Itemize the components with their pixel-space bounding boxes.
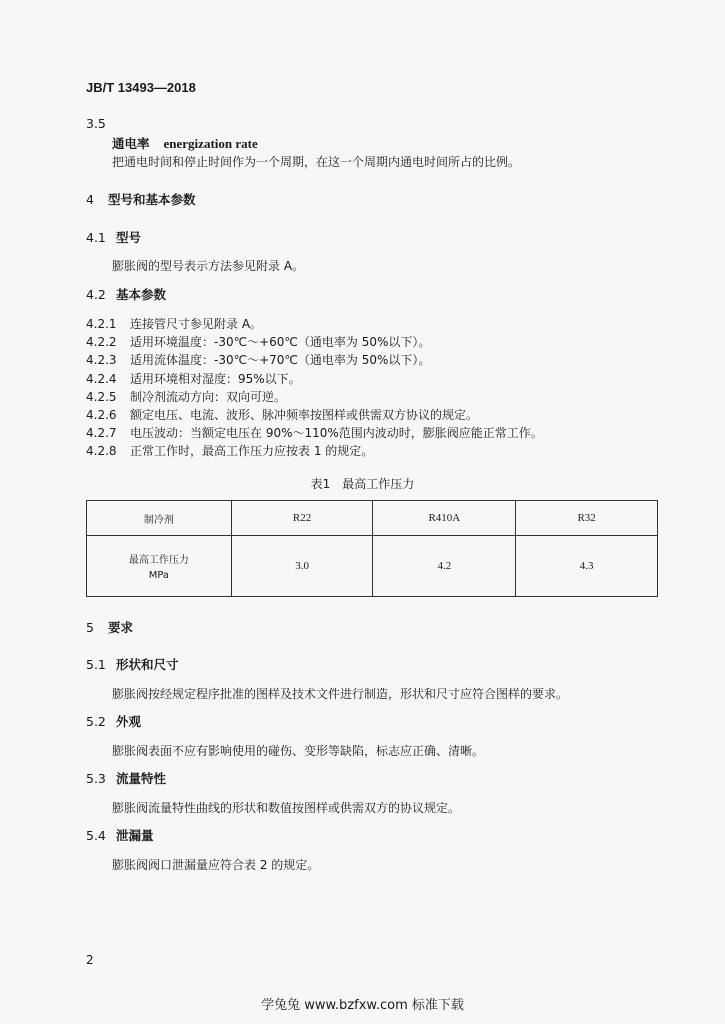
item-number: 4.2.6 xyxy=(86,408,117,423)
table-row xyxy=(87,536,658,597)
table-cell: 3.0 xyxy=(231,536,373,597)
chapter-5-heading xyxy=(86,620,133,636)
table-row-label xyxy=(87,536,232,597)
clause-5-3-number: 5.3 xyxy=(86,771,106,786)
clause-3-5-definition: 把通电时间和停止时间作为一个周期，在这一个周期内通电时间所占的比例。 xyxy=(112,155,521,169)
item-text: 额定电压、电流、波形、脉冲频率按图样或供需双方协议的规定。 xyxy=(130,408,479,423)
clause-4-2-title: 基本参数 xyxy=(116,287,167,302)
list-item xyxy=(86,333,543,351)
list-item xyxy=(86,351,543,369)
clause-5-2-title: 外观 xyxy=(116,714,142,729)
table-header-cell: R410A xyxy=(373,501,516,536)
list-item xyxy=(86,442,543,460)
list-item xyxy=(86,388,543,406)
table-1 xyxy=(86,500,658,597)
list-item xyxy=(86,424,543,442)
clause-4-2-number: 4.2 xyxy=(86,287,106,302)
item-text: 适用环境温度：-30℃～+60℃（通电率为 50%以下）。 xyxy=(130,335,431,350)
item-text: 制冷剂流动方向：双向可逆。 xyxy=(130,389,287,404)
clause-5-3-body: 膨胀阀流量特性曲线的形状和数值按图样或供需双方的协议规定。 xyxy=(112,801,461,815)
clause-5-1-title: 形状和尺寸 xyxy=(116,657,179,672)
clause-5-1-heading xyxy=(86,657,179,673)
item-text: 适用流体温度：-30℃～+70℃（通电率为 50%以下）。 xyxy=(130,353,431,368)
clause-5-4-number: 5.4 xyxy=(86,828,106,843)
table-header-cell: 制冷剂 xyxy=(87,501,232,536)
table-1-caption: 表1 最高工作压力 xyxy=(310,477,415,491)
item-number: 4.2.1 xyxy=(86,317,117,331)
clause-5-3-heading xyxy=(86,771,166,787)
item-number: 4.2.8 xyxy=(86,444,117,459)
clause-3-5-term xyxy=(112,136,258,152)
clause-5-4-body: 膨胀阀阀口泄漏量应符合表 2 的规定。 xyxy=(112,858,320,872)
row-label-line: 最高工作压力 xyxy=(128,555,189,566)
list-item xyxy=(86,406,543,424)
table-header-cell: R22 xyxy=(231,501,373,536)
clause-4-2-heading xyxy=(86,287,166,303)
clause-5-4-heading xyxy=(86,828,154,844)
chapter-5-title: 要求 xyxy=(108,620,134,635)
item-number: 4.2.2 xyxy=(86,335,117,350)
term-en: energization rate xyxy=(163,136,258,151)
chapter-4-heading xyxy=(86,192,196,208)
table-cell: 4.3 xyxy=(516,536,658,597)
item-text: 电压波动：当额定电压在 90%～110%范围内波动时，膨胀阀应能正常工作。 xyxy=(130,426,543,441)
item-number: 4.2.3 xyxy=(86,353,117,368)
term-zh: 通电率 xyxy=(112,136,150,151)
chapter-5-number: 5 xyxy=(86,620,94,635)
watermark-footer: 学兔兔 www.bzfxw.com 标准下载 xyxy=(261,998,464,1013)
item-text: 正常工作时，最高工作压力应按表 1 的规定。 xyxy=(130,444,374,459)
list-item xyxy=(86,370,543,388)
chapter-4-title: 型号和基本参数 xyxy=(108,192,196,207)
clause-4-1-title: 型号 xyxy=(116,230,142,245)
clause-5-2-body: 膨胀阀表面不应有影响使用的碰伤、变形等缺陷，标志应正确、清晰。 xyxy=(112,744,485,758)
clause-4-1-number: 4.1 xyxy=(86,230,106,245)
table-cell: 4.2 xyxy=(373,536,516,597)
clause-5-3-title: 流量特性 xyxy=(116,771,167,786)
page-header: JB/T 13493—2018 xyxy=(86,80,196,95)
clause-5-4-title: 泄漏量 xyxy=(116,828,154,843)
item-text: 适用环境相对湿度：95%以下。 xyxy=(130,371,301,386)
clause-3-5-number: 3.5 xyxy=(86,116,106,131)
clause-5-2-number: 5.2 xyxy=(86,714,106,729)
table-header-row xyxy=(87,501,658,536)
item-number: 4.2.4 xyxy=(86,371,117,386)
item-number: 4.2.7 xyxy=(86,426,117,441)
list-item xyxy=(86,315,543,333)
clause-5-1-body: 膨胀阀按经规定程序批准的图样及技术文件进行制造，形状和尺寸应符合图样的要求。 xyxy=(112,687,569,701)
clause-4-1-heading xyxy=(86,230,141,246)
chapter-4-number: 4 xyxy=(86,192,94,207)
clause-5-1-number: 5.1 xyxy=(86,657,106,672)
table-header-cell: R32 xyxy=(516,501,658,536)
clause-4-1-body: 膨胀阀的型号表示方法参见附录 A。 xyxy=(112,259,305,273)
page-number: 2 xyxy=(86,953,94,967)
clause-4-2-list xyxy=(86,315,543,461)
row-label-unit: MPa xyxy=(148,570,170,581)
item-number: 4.2.5 xyxy=(86,389,117,404)
clause-5-2-heading xyxy=(86,714,141,730)
item-text: 连接管尺寸参见附录 A。 xyxy=(130,317,263,331)
